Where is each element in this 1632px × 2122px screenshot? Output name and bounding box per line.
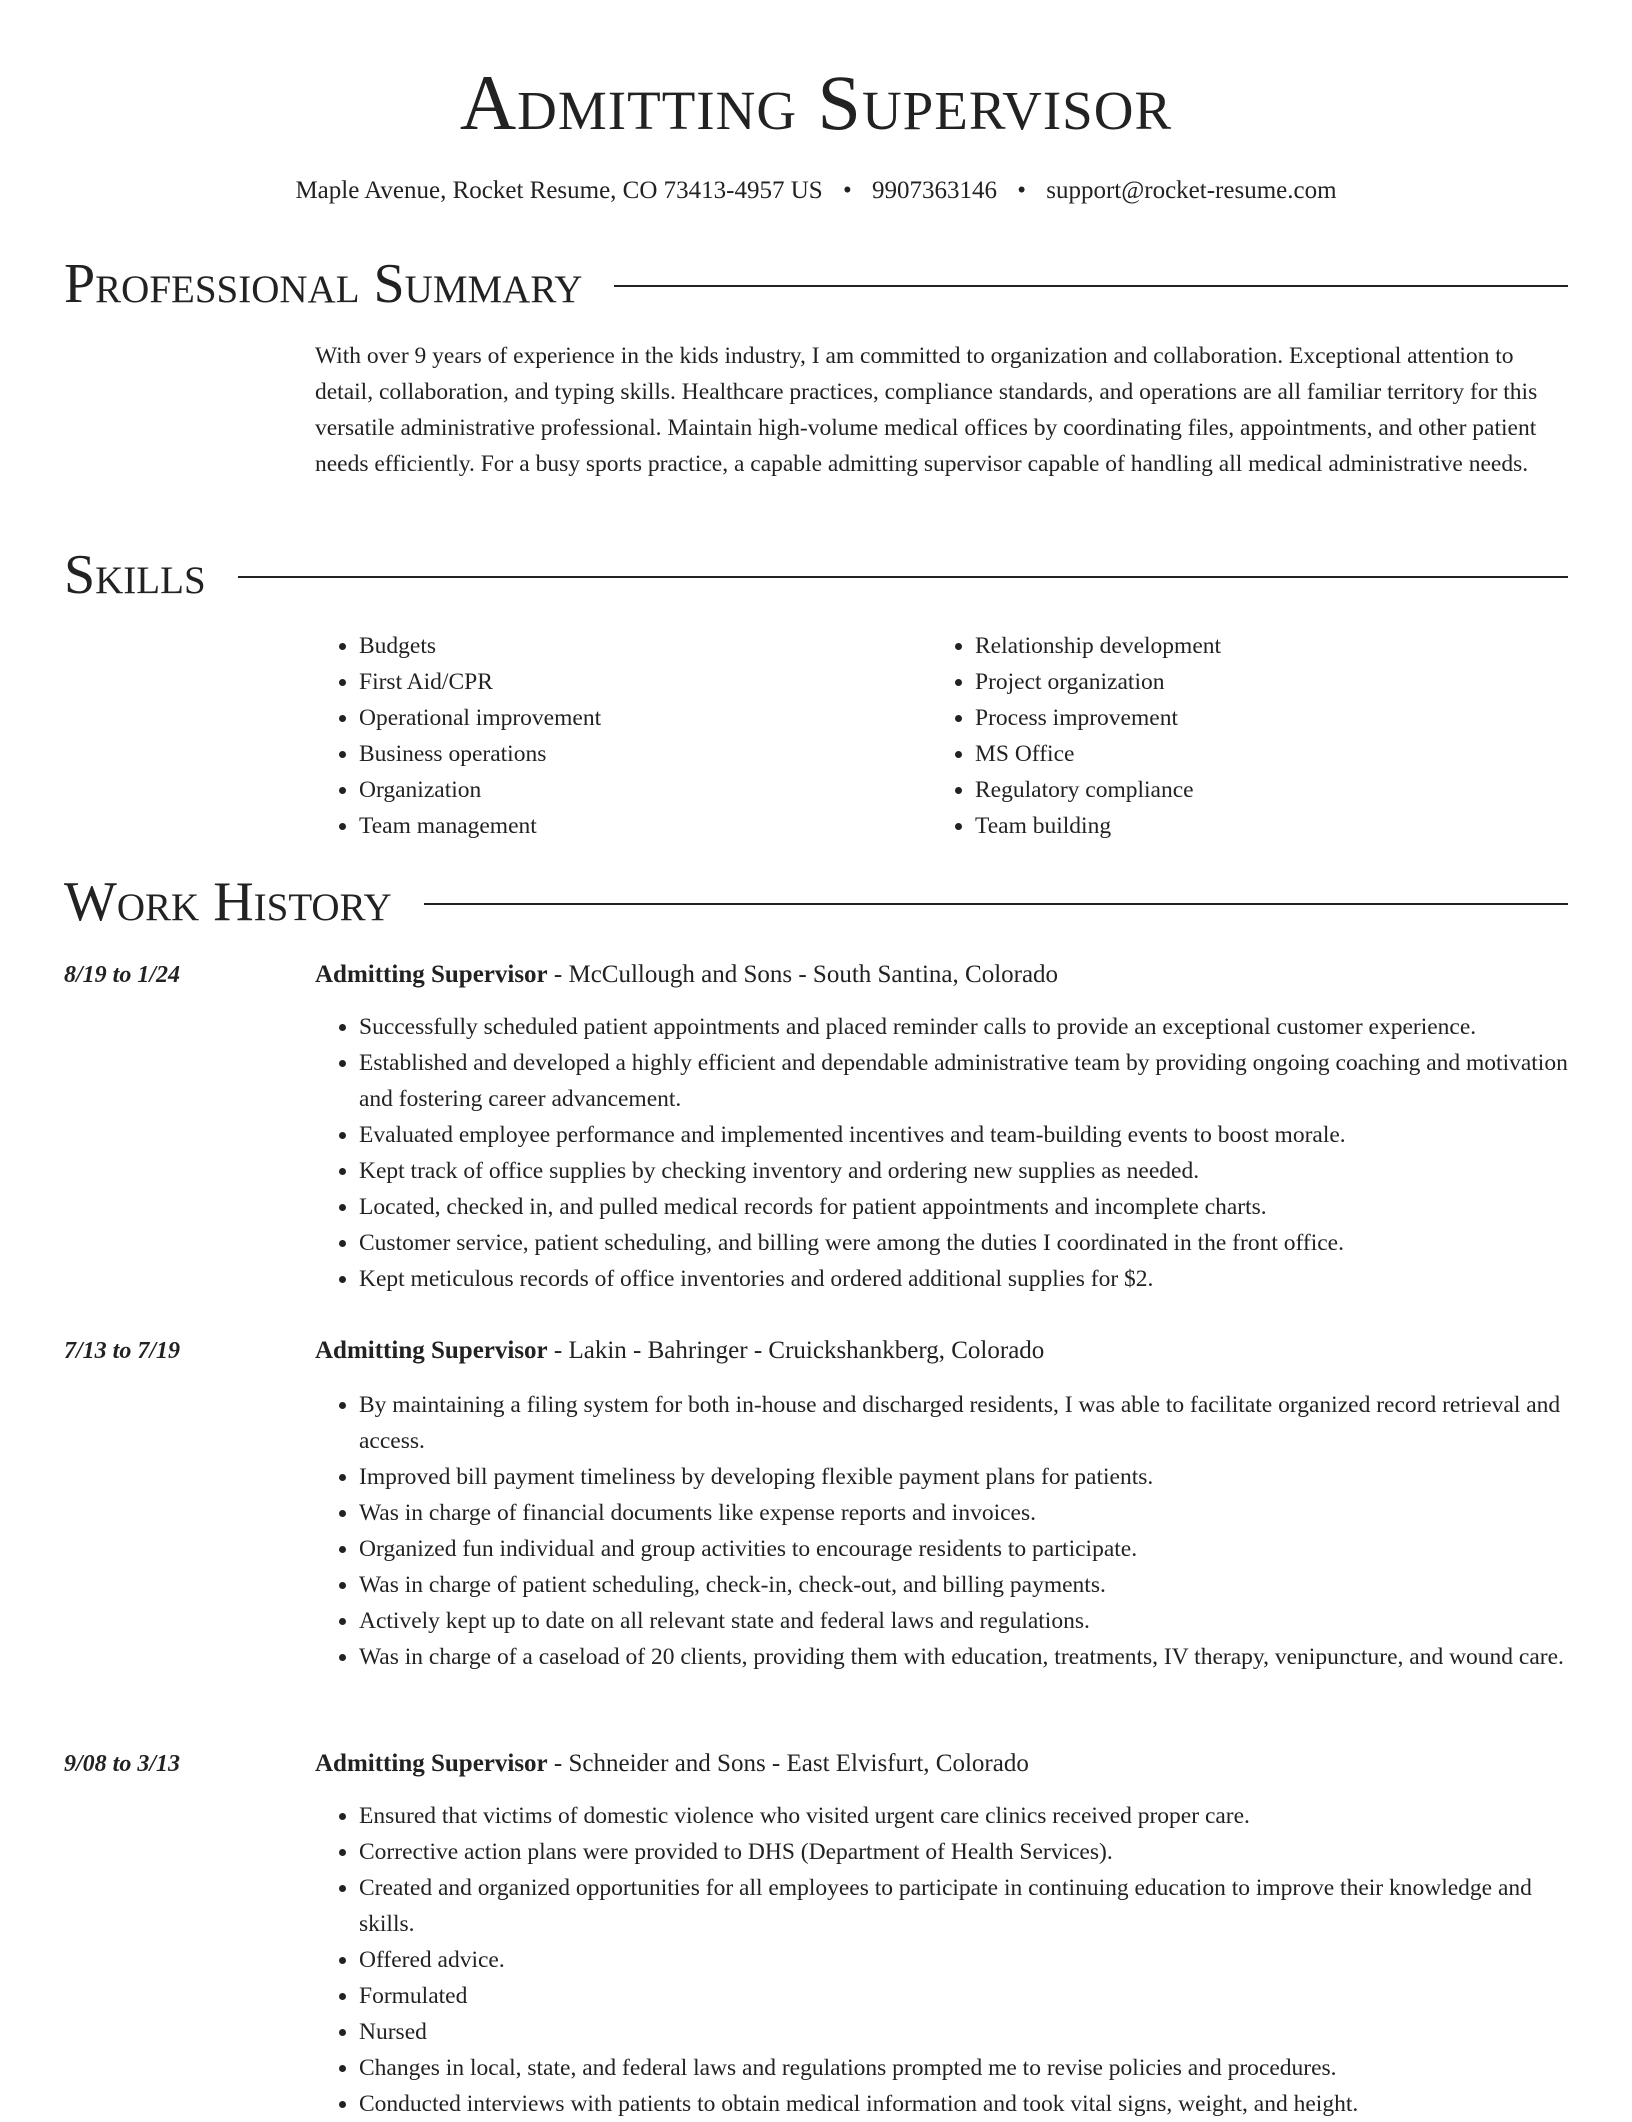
job-employer: - McCullough and Sons - South Santina, Colorado — [547, 961, 1059, 988]
job-bullet: • Conducted interviews with patients to obtain medical information and took vital signs, weight, and height. — [359, 2086, 1568, 2122]
skill-item: • MS Office — [975, 736, 1547, 772]
job-title: Admitting Supervisor — [315, 1750, 548, 1777]
skill-item: • Process improvement — [975, 700, 1547, 736]
candidate-name: Admitting Supervisor — [459, 59, 1173, 146]
job-bullet: • Formulated — [359, 1978, 1568, 2014]
skill-item: • First Aid/CPR — [359, 664, 931, 700]
skill-item: • Budgets — [359, 628, 931, 664]
job-bullet: • Successfully scheduled patient appointments and placed reminder calls to provide an exceptional customer experience. — [359, 1009, 1568, 1045]
job-bullets — [315, 1798, 1568, 2122]
job-heading — [315, 1746, 1029, 1782]
job-bullet: • By maintaining a filing system for both in-house and discharged residents, I was able to facilitate organized record retrieval and access. — [359, 1387, 1568, 1459]
job-heading — [315, 1333, 1044, 1369]
section-header-work — [64, 870, 1568, 934]
job-employer: - Lakin - Bahringer - Cruickshankberg, Colorado — [547, 1337, 1045, 1364]
section-header-summary — [64, 252, 1568, 316]
job-bullet: • Ensured that victims of domestic violence who visited urgent care clinics received proper care. — [359, 1798, 1568, 1834]
skill-item: • Organization — [359, 772, 931, 808]
job-bullet: • Was in charge of financial documents like expense reports and invoices. — [359, 1495, 1568, 1531]
skill-item: • Team management — [359, 808, 931, 844]
contact-email: support@rocket-resume.com — [1046, 177, 1337, 204]
job-bullet: • Changes in local, state, and federal laws and regulations prompted me to revise policies and procedures. — [359, 2050, 1568, 2086]
job-dates: 7/13 to 7/19 — [64, 1338, 181, 1364]
contact-phone: 9907363146 — [871, 177, 997, 204]
job-bullet: • Was in charge of a caseload of 20 clients, providing them with education, treatments, IV therapy, venipuncture, and wound care. — [359, 1639, 1568, 1675]
section-header-skills — [64, 543, 1568, 607]
job-bullet: • Kept meticulous records of office inventories and ordered additional supplies for $2. — [359, 1261, 1568, 1297]
contact-separator: • — [842, 177, 852, 204]
job-bullets — [315, 1387, 1568, 1675]
section-divider — [238, 576, 1568, 578]
skill-item: • Team building — [975, 808, 1547, 844]
skill-item: • Business operations — [359, 736, 931, 772]
job-dates: 9/08 to 3/13 — [64, 1751, 181, 1777]
section-divider — [614, 285, 1568, 287]
job-bullet: • Established and developed a highly efficient and dependable administrative team by providing ongoing coaching and motivation and fostering career advancement. — [359, 1045, 1568, 1117]
contact-address: Maple Avenue, Rocket Resume, CO 73413-4957 US — [295, 177, 823, 204]
section-divider — [424, 903, 1568, 905]
section-title-summary: Professional Summary — [64, 253, 583, 315]
section-title-work: Work History — [64, 871, 392, 933]
job-bullet: • Corrective action plans were provided to DHS (Department of Health Services). — [359, 1834, 1568, 1870]
summary-text: With over 9 years of experience in the kids industry, I am committed to organization and collaboration. Exceptional attention to detail, collaboration, and typing skills. Healthcare practices, compliance standards, and operations are all familiar territory for this versatile administrative professional. Maintain high-volume medical offices by coordinating files, appointments, and other patient needs efficiently. For a busy sports practice, a capable admitting supervisor capable of handling all medical administrative needs. — [315, 343, 1538, 477]
contact-separator: • — [1017, 177, 1026, 204]
job-bullet: • Customer service, patient scheduling, and billing were among the duties I coordinated in the front office. — [359, 1225, 1568, 1261]
job-bullet: • Created and organized opportunities for all employees to participate in continuing education to improve their knowledge and skills. — [359, 1870, 1568, 1942]
job-bullet: • Evaluated employee performance and implemented incentives and team-building events to boost morale. — [359, 1117, 1568, 1153]
job-bullet: • Was in charge of patient scheduling, check-in, check-out, and billing payments. — [359, 1567, 1568, 1603]
job-title: Admitting Supervisor — [315, 961, 548, 988]
job-bullet: • Actively kept up to date on all relevant state and federal laws and regulations. — [359, 1603, 1568, 1639]
skill-item: • Relationship development — [975, 628, 1547, 664]
job-bullets — [315, 1009, 1568, 1297]
job-bullet: • Organized fun individual and group activities to encourage residents to participate. — [359, 1531, 1568, 1567]
job-bullet: • Improved bill payment timeliness by developing flexible payment plans for patients. — [359, 1459, 1568, 1495]
skills-column-left — [315, 628, 931, 844]
job-bullet: • Offered advice. — [359, 1942, 1568, 1978]
contact-line — [0, 174, 1632, 208]
job-bullet: • Kept track of office supplies by checking inventory and ordering new supplies as needed. — [359, 1153, 1568, 1189]
job-heading — [315, 957, 1058, 993]
job-bullet: • Nursed — [359, 2014, 1568, 2050]
job-title: Admitting Supervisor — [315, 1337, 548, 1364]
skill-item: • Operational improvement — [359, 700, 931, 736]
job-bullet: • Located, checked in, and pulled medical records for patient appointments and incomplete charts. — [359, 1189, 1568, 1225]
job-employer: - Schneider and Sons - East Elvisfurt, Colorado — [547, 1750, 1029, 1777]
skill-item: • Project organization — [975, 664, 1547, 700]
skill-item: • Regulatory compliance — [975, 772, 1547, 808]
job-dates: 8/19 to 1/24 — [64, 962, 181, 988]
skills-list — [315, 628, 1568, 844]
section-title-skills: Skills — [64, 544, 206, 606]
skills-column-right — [931, 628, 1547, 844]
